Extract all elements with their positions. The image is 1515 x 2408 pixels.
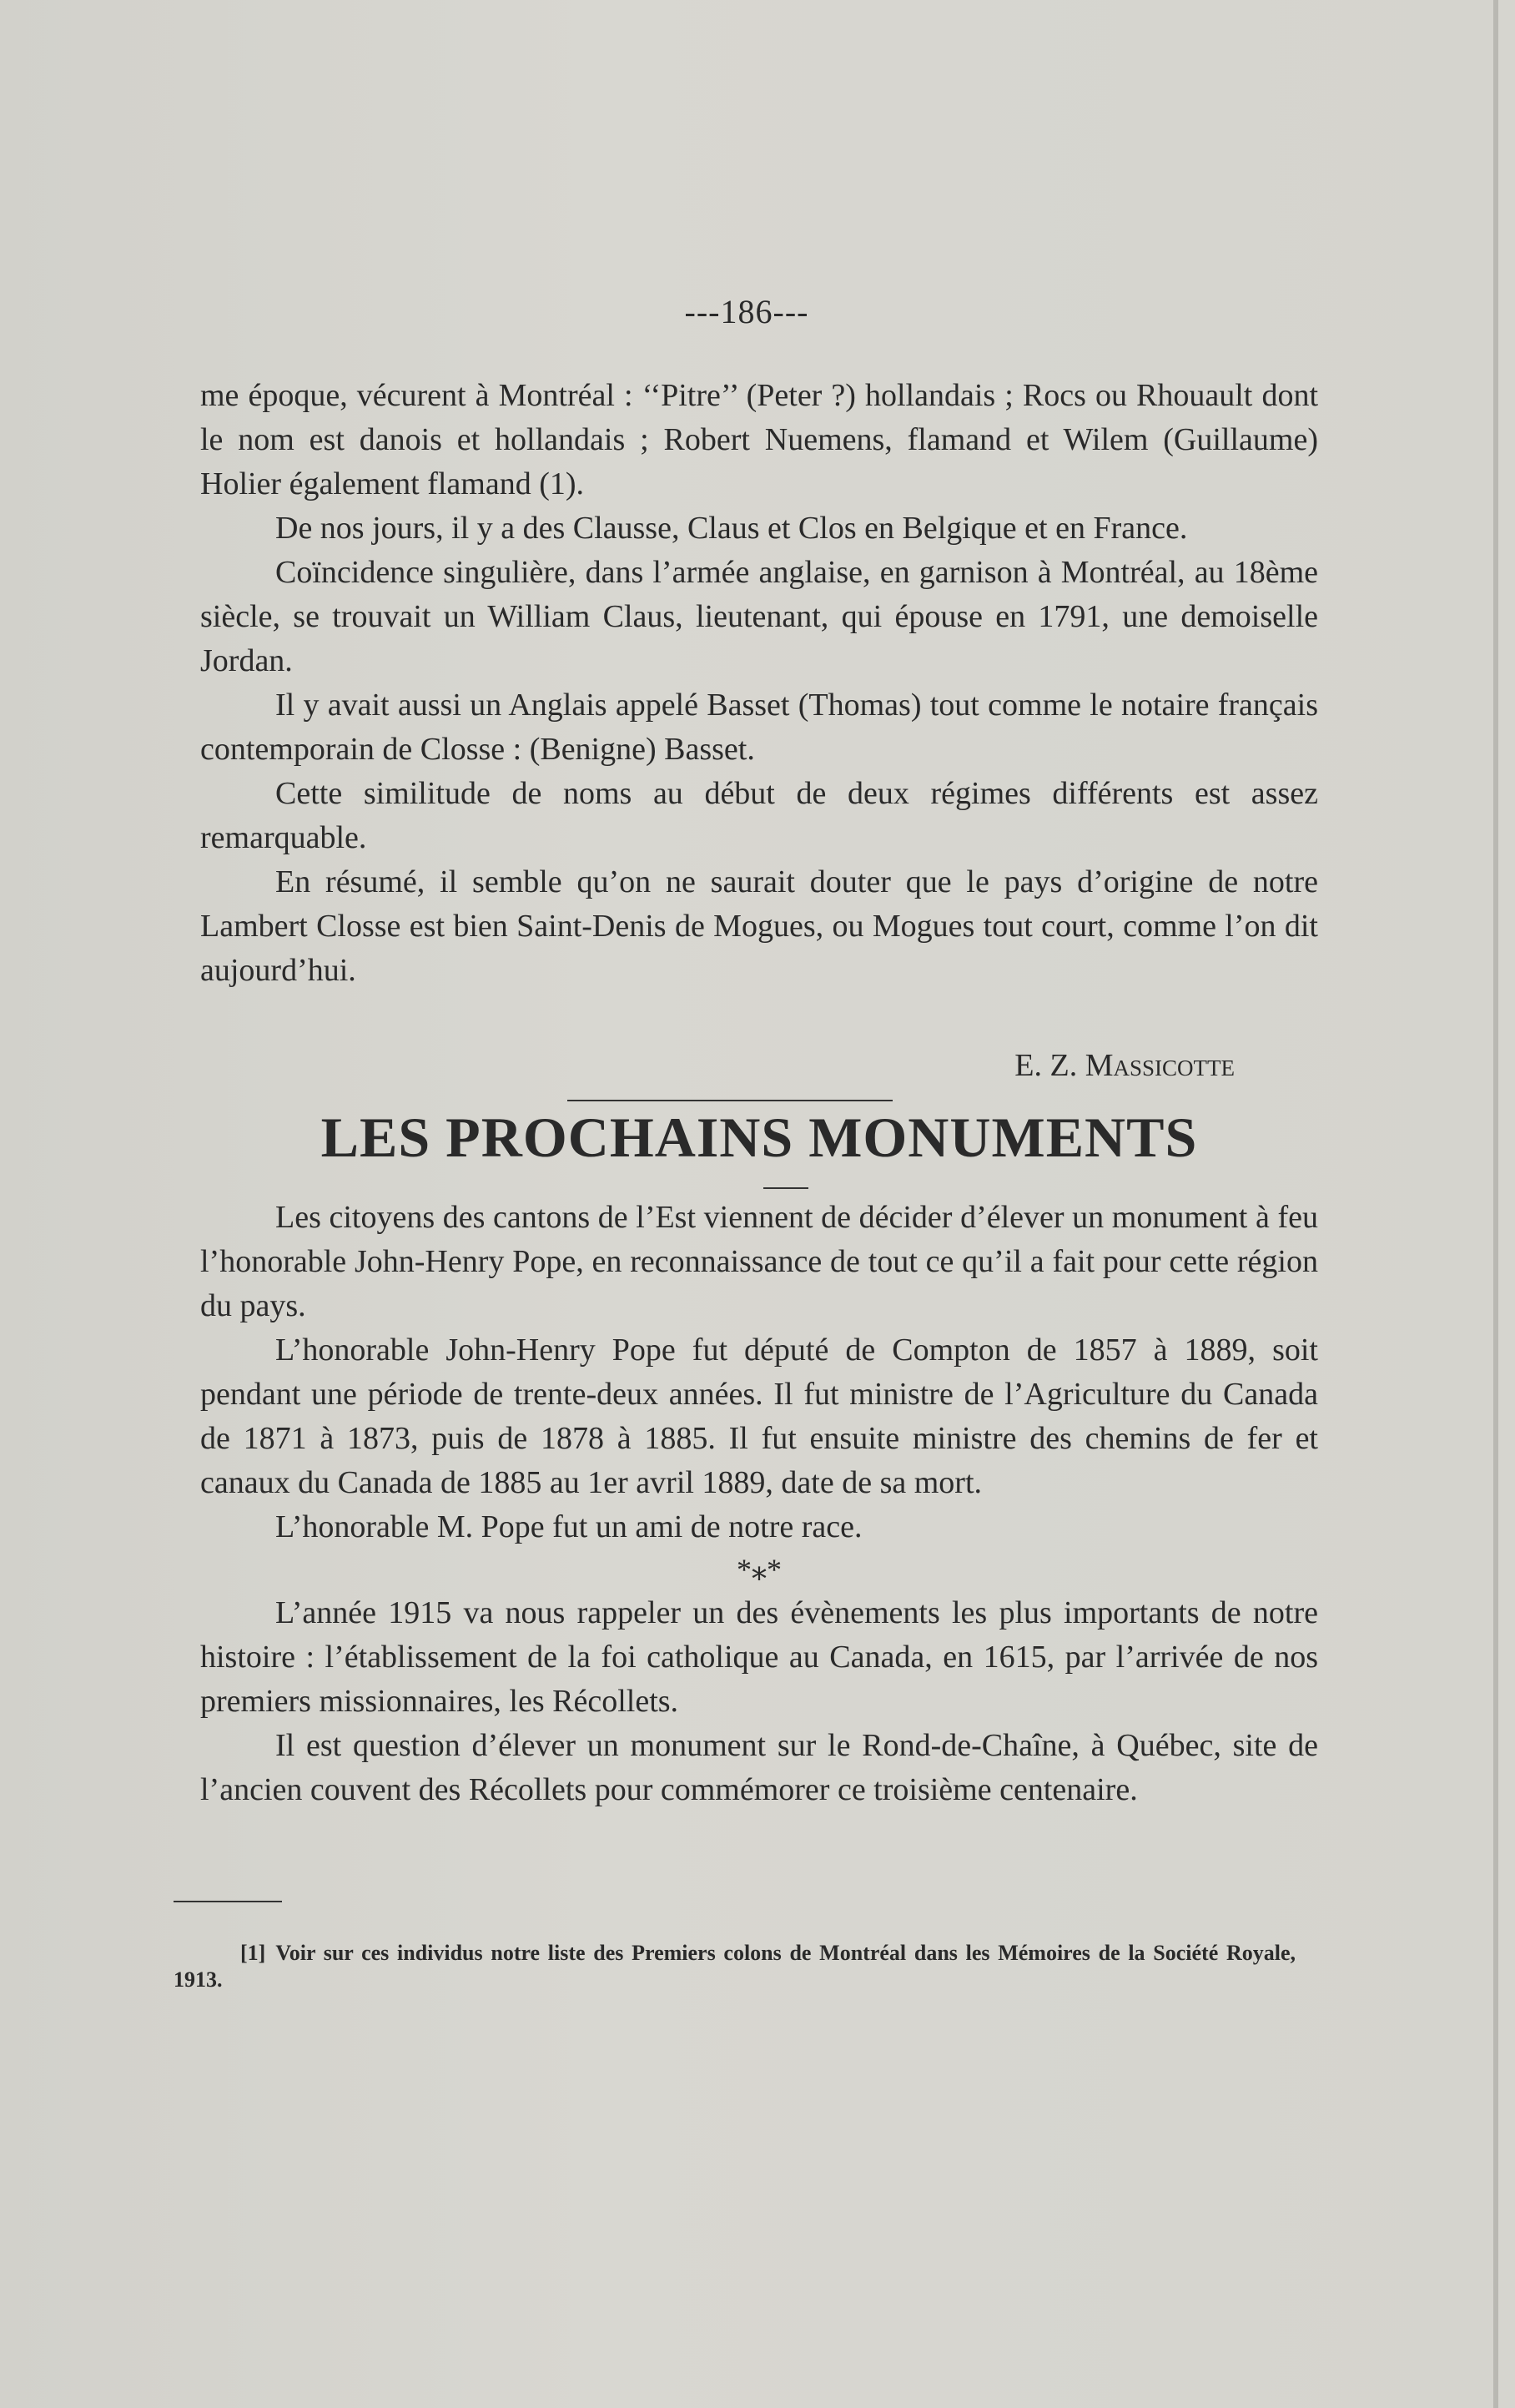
paragraph: Cette similitude de noms au début de deux régimes différents est assez remarquable. [200,776,1318,855]
paragraph: De nos jours, il y a des Clausse, Claus et Clos en Belgique et en France. [275,511,1188,546]
continued-article-text [200,374,1318,993]
footnote-rule [174,1901,282,1902]
footnote [174,1940,1296,1993]
asterism: *⁎* [737,1553,782,1586]
paragraph: En résumé, il semble qu’on ne saurait douter que le pays d’origine de notre Lambert Closse est bien Saint-Denis de Mogues, ou Mogues tout court, comme l’on dit aujourd’hui. [200,864,1318,988]
paragraph: Il y avait aussi un Anglais appelé Basset (Thomas) tout comme le notaire français contemporain de Closse : (Benigne) Basset. [200,688,1318,767]
footnote-text: Voir sur ces individus notre liste des Premiers colons de Montréal dans les Mémoires de la Société Royale, 1913. [174,1941,1296,1992]
section-title: LES PROCHAINS MONUMENTS [320,1106,1198,1169]
paragraph: me époque, vécurent à Montréal : ‘‘Pitre’’ (Peter ?) hollandais ; Rocs ou Rhouault dont le nom est danois et hollandais ; Robert Nuemens, flamand et Wilem (Guillaume) Holier également flamand (1). [200,378,1318,501]
paragraph: L’honorable John-Henry Pope fut député de Compton de 1857 à 1889, soit pendant une période de trente-deux années. Il fut ministre de l’Agriculture du Canada de 1871 à 1873, puis de 1878 à 1885. Il fut ensuite ministre des chemins de fer et canaux du Canada de 1885 au 1er avril 1889, date de sa mort. [200,1332,1318,1500]
page-number: ---186--- [684,293,809,330]
paragraph: L’honorable M. Pope fut un ami de notre race. [275,1509,863,1544]
paragraph: Les citoyens des cantons de l’Est viennent de décider d’élever un monument à feu l’honorable John-Henry Pope, en reconnaissance de tout ce qu’il a fait pour cette région du pays. [200,1200,1318,1323]
paragraph: L’année 1915 va nous rappeler un des évènements les plus importants de notre histoire : l’établissement de la foi catholique au Canada, en 1615, par l’arrivée de nos premiers missionnaires, les Récollets. [200,1595,1318,1719]
paragraph: Coïncidence singulière, dans l’armée anglaise, en garnison à Montréal, au 18ème siècle, se trouvait un William Claus, lieutenant, qui épouse en 1791, une demoiselle Jordan. [200,555,1318,678]
author-signature: E. Z. Massicotte [1014,1048,1235,1083]
footnote-marker: [1] [240,1941,266,1965]
divider-rule [763,1187,808,1189]
paragraph: Il est question d’élever un monument sur le Rond-de-Chaîne, à Québec, site de l’ancien couvent des Récollets pour commémorer ce troisième centenaire. [200,1728,1318,1807]
section-body [200,1196,1318,1812]
